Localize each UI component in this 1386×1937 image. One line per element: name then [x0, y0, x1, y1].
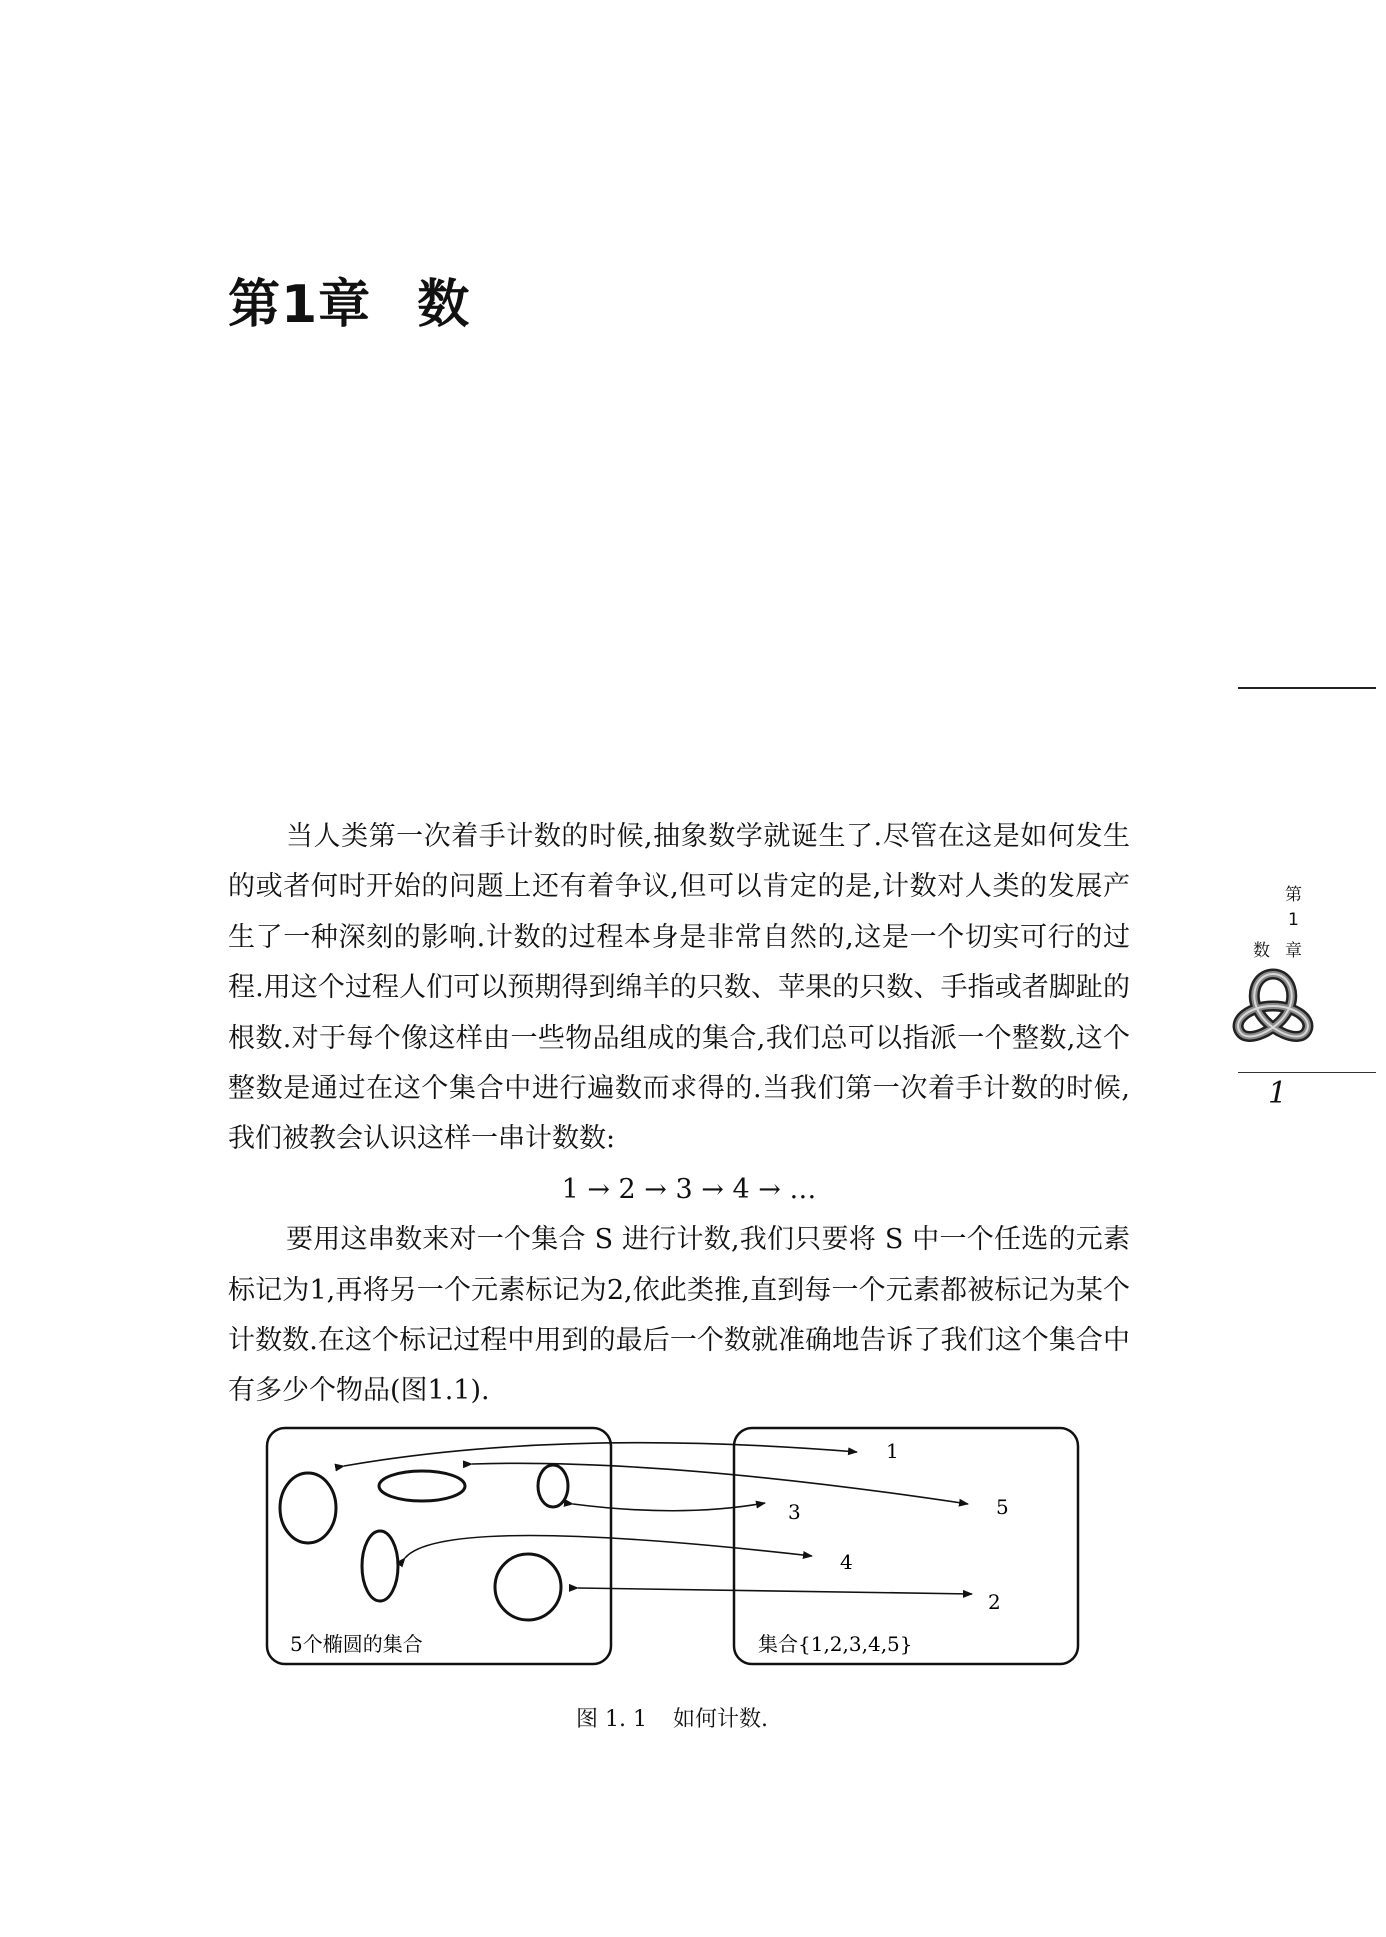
figure-caption — [576, 1702, 768, 1733]
label-num-3: 3 — [788, 1500, 801, 1524]
ellipse-2 — [379, 1471, 465, 1501]
side-rule-top — [1238, 687, 1376, 689]
side-tab-char-3: 数 — [1253, 941, 1270, 961]
page-number: 1 — [1268, 1076, 1288, 1111]
trefoil-knot-icon — [1228, 966, 1318, 1056]
arrow-4 — [405, 1535, 812, 1558]
left-box-label: 5个椭圆的集合 — [290, 1632, 423, 1656]
side-tab-char-1: 第 — [1285, 885, 1302, 905]
side-rule-bottom — [1238, 1072, 1376, 1073]
caption-number: 图 1. 1 — [576, 1707, 647, 1732]
arrow-3 — [573, 1503, 765, 1511]
arrow-2 — [578, 1588, 972, 1594]
side-tab-char-2: 1 — [1288, 910, 1299, 930]
chapter-title — [228, 262, 470, 337]
side-tab-char-4: 章 — [1285, 941, 1302, 961]
caption-text: 如何计数. — [672, 1707, 768, 1732]
paragraph-1: 当人类第一次着手计数的时候,抽象数学就诞生了.尽管在这是如何发生的或者何时开始的问题上还有着争议,但可以肯定的是,计数对人类的发展产生了一种深刻的影响.计数的过程本身是非常自然的,这是一个切实可行的过程.用这个过程人们可以预期得到绵羊的只数、苹果的只数、手指或者脚趾的根数.对于每个像这样由一些物品组成的集合,我们总可以指派一个整数,这个整数是通过在这个集合中进行遍数而求得的.当我们第一次着手计数的时候,我们被教会认识这样一串计数数: — [228, 821, 1130, 1155]
label-num-2: 2 — [988, 1590, 1001, 1614]
ellipse-1 — [280, 1473, 336, 1543]
ellipse-5 — [495, 1554, 561, 1620]
label-num-4: 4 — [840, 1550, 853, 1574]
counting-sequence: 1 → 2 → 3 → 4 → … — [561, 1173, 817, 1205]
right-box-label: 集合{1,2,3,4,5} — [758, 1632, 913, 1656]
label-num-1: 1 — [886, 1439, 899, 1463]
chapter-name: 数 — [417, 275, 471, 335]
arrow-1 — [344, 1443, 857, 1466]
ellipse-4 — [362, 1531, 398, 1601]
body-text — [228, 812, 1130, 1417]
paragraph-2: 要用这串数来对一个集合 S 进行计数,我们只要将 S 中一个任选的元素标记为1,再将另一个元素标记为2,依此类推,直到每一个元素都被标记为某个计数数.在这个标记过程中用到的最后一个数就准确地告诉了我们这个集合中有多少个物品(图1.1). — [228, 1224, 1130, 1407]
ellipse-3 — [538, 1465, 568, 1507]
figure-1-1 — [262, 1424, 1090, 1678]
label-num-5: 5 — [996, 1495, 1009, 1519]
right-box — [734, 1428, 1078, 1664]
chapter-label: 第1章 — [228, 275, 372, 335]
arrow-5 — [472, 1463, 968, 1504]
